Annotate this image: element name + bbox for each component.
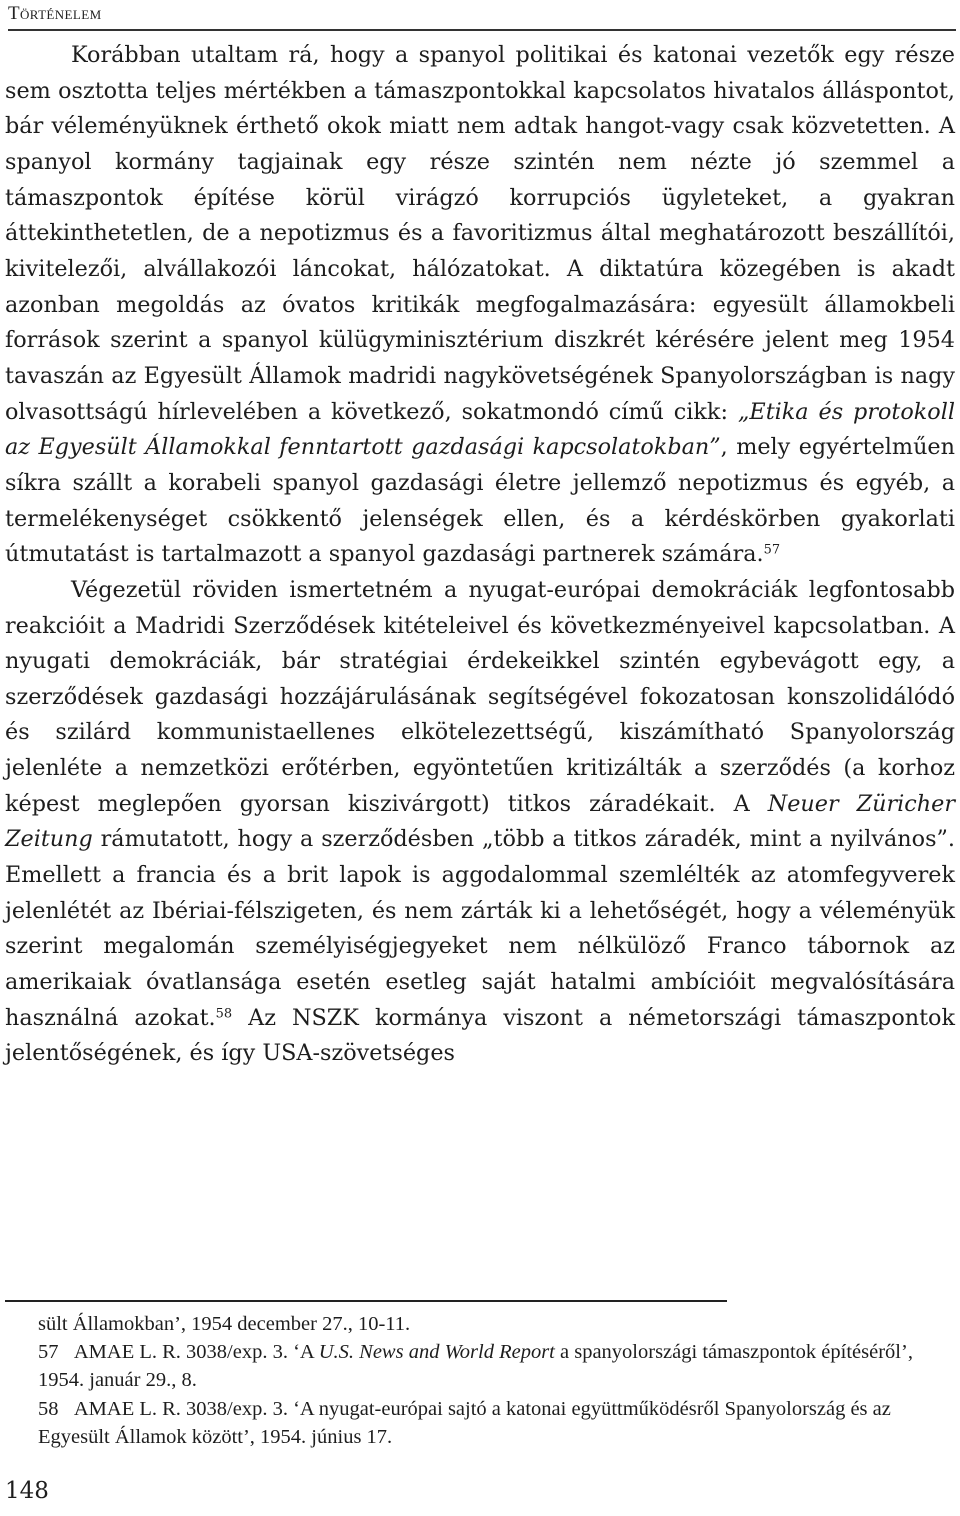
main-text: [5, 38, 955, 1072]
footnotes: [38, 1310, 948, 1451]
header-rule: [8, 29, 956, 31]
paragraph-2-text-cont: rámutatott, hogy a szerződésben „több a titkos záradék, mint a nyilvános”. Emellett a francia és a brit lapok is aggodalommal szemlélték az atomfegyverek jelenlétét az Ibériai-félszigeten, és nem zárták ki a lehetőségét, hogy a véleményük szerint megalomán személyiségjegyeket nem nélkülöző Franco tábornok az amerikaiak óvatlansága esetén esetleg saját hatalmi ambícióit megvalósítására használná azokat.: [5, 826, 955, 1031]
footnote-ref-57[interactable]: 57: [763, 542, 781, 558]
footnote-57: [38, 1338, 948, 1394]
paragraph-2: [5, 573, 955, 1072]
footnote-58: [38, 1395, 948, 1451]
footnote-continuation: sült Államokban’, 1954 december 27., 10-11.: [38, 1313, 411, 1335]
footnote-58-number: 58: [38, 1397, 59, 1420]
footnote-57-italic: U.S. News and World Report: [318, 1341, 555, 1364]
footnote-57-text-cont: a spanyolországi támaszpontok építéséről’, 1954. január 29., 8.: [38, 1341, 913, 1392]
page-number: 148: [5, 1478, 49, 1504]
footnote-57-number: 57: [38, 1341, 59, 1364]
page-header: [8, 0, 956, 32]
footnote-58-text: AMAE L. R. 3038/exp. 3. ‘A nyugat-európai sajtó a katonai együttműködésről Spanyolország és az Egyesült Államok között’, 1954. június 17.: [38, 1397, 891, 1448]
footnote-separator: [5, 1300, 727, 1302]
paragraph-1: [5, 38, 955, 573]
footnote-ref-58[interactable]: 58: [215, 1005, 233, 1021]
paragraph-2-text: Végezetül röviden ismertetném a nyugat-európai demokráciák legfontosabb reakcióit a Madridi Szerződések kitételeivel és következményeivel kapcsolatban. A nyugati demokráciák, bár stratégiai érdekeikkel szintén egybevágott egy, a szerződések gazdasági hozzájárulásának segítségével fokozatosan konszolidálódó és szilárd kommunistaellenes elkötelezettségű, kiszámítható Spanyolország jelenléte a nemzetközi erőtérben, egyöntetűen kritizálták a szerződés (a korhoz képest meglepően gyorsan kiszivárgott) titkos záradékait. A: [5, 576, 955, 817]
footnote-57-text: AMAE L. R. 3038/exp. 3. ‘A: [73, 1341, 319, 1364]
paragraph-2-text-end: Az NSZK kormánya viszont a németországi támaszpontok jelentőségének, és így USA-szövetséges: [5, 1004, 955, 1067]
paragraph-1-text-cont: , mely egyértelműen síkra szállt a korabeli spanyol gazdasági életre jellemző nepotizmus és egyéb, a termelékenységet csökkentő jelenségek ellen, és a kérdéskörben gyakorlati útmutatást is tartalmazott a spanyol gazdasági partnerek számára.: [5, 434, 955, 568]
running-head: Történelem: [8, 3, 102, 24]
newspaper-name: Neuer Züricher Zeitung: [5, 790, 955, 853]
paragraph-1-text: Korábban utaltam rá, hogy a spanyol politikai és katonai vezetők egy része sem osztotta teljes mértékben a támaszpontokkal kapcsolatos hivatalos álláspontot, bár véleményüknek érthető okok miatt nem adtak hangot-vagy csak közvetetten. A spanyol kormány tagjainak egy része szintén nem nézte jó szemmel a támaszpontok építése körül virágzó korrupciós ügyleteket, a gyakran áttekinthetetlen, de a nepotizmus és a favoritizmus által meghatározott beszállítói, kivitelezői, alvállakozói láncokat, hálózatokat. A diktatúra közegében is akadt azonban megoldás az óvatos kritikák megfogalmazására: egyesült államokbeli források szerint a spanyol külügyminisztérium diszkrét kérésére jelent meg 1954 tavaszán az Egyesült Államok madridi nagykövetségének Spanyolországban is nagy olvasottságú hírlevelében a következő, sokatmondó című cikk:: [5, 42, 955, 425]
article-title: „Etika és protokoll az Egyesült Államokkal fenntartott gazdasági kapcsolatokban”: [5, 398, 955, 461]
